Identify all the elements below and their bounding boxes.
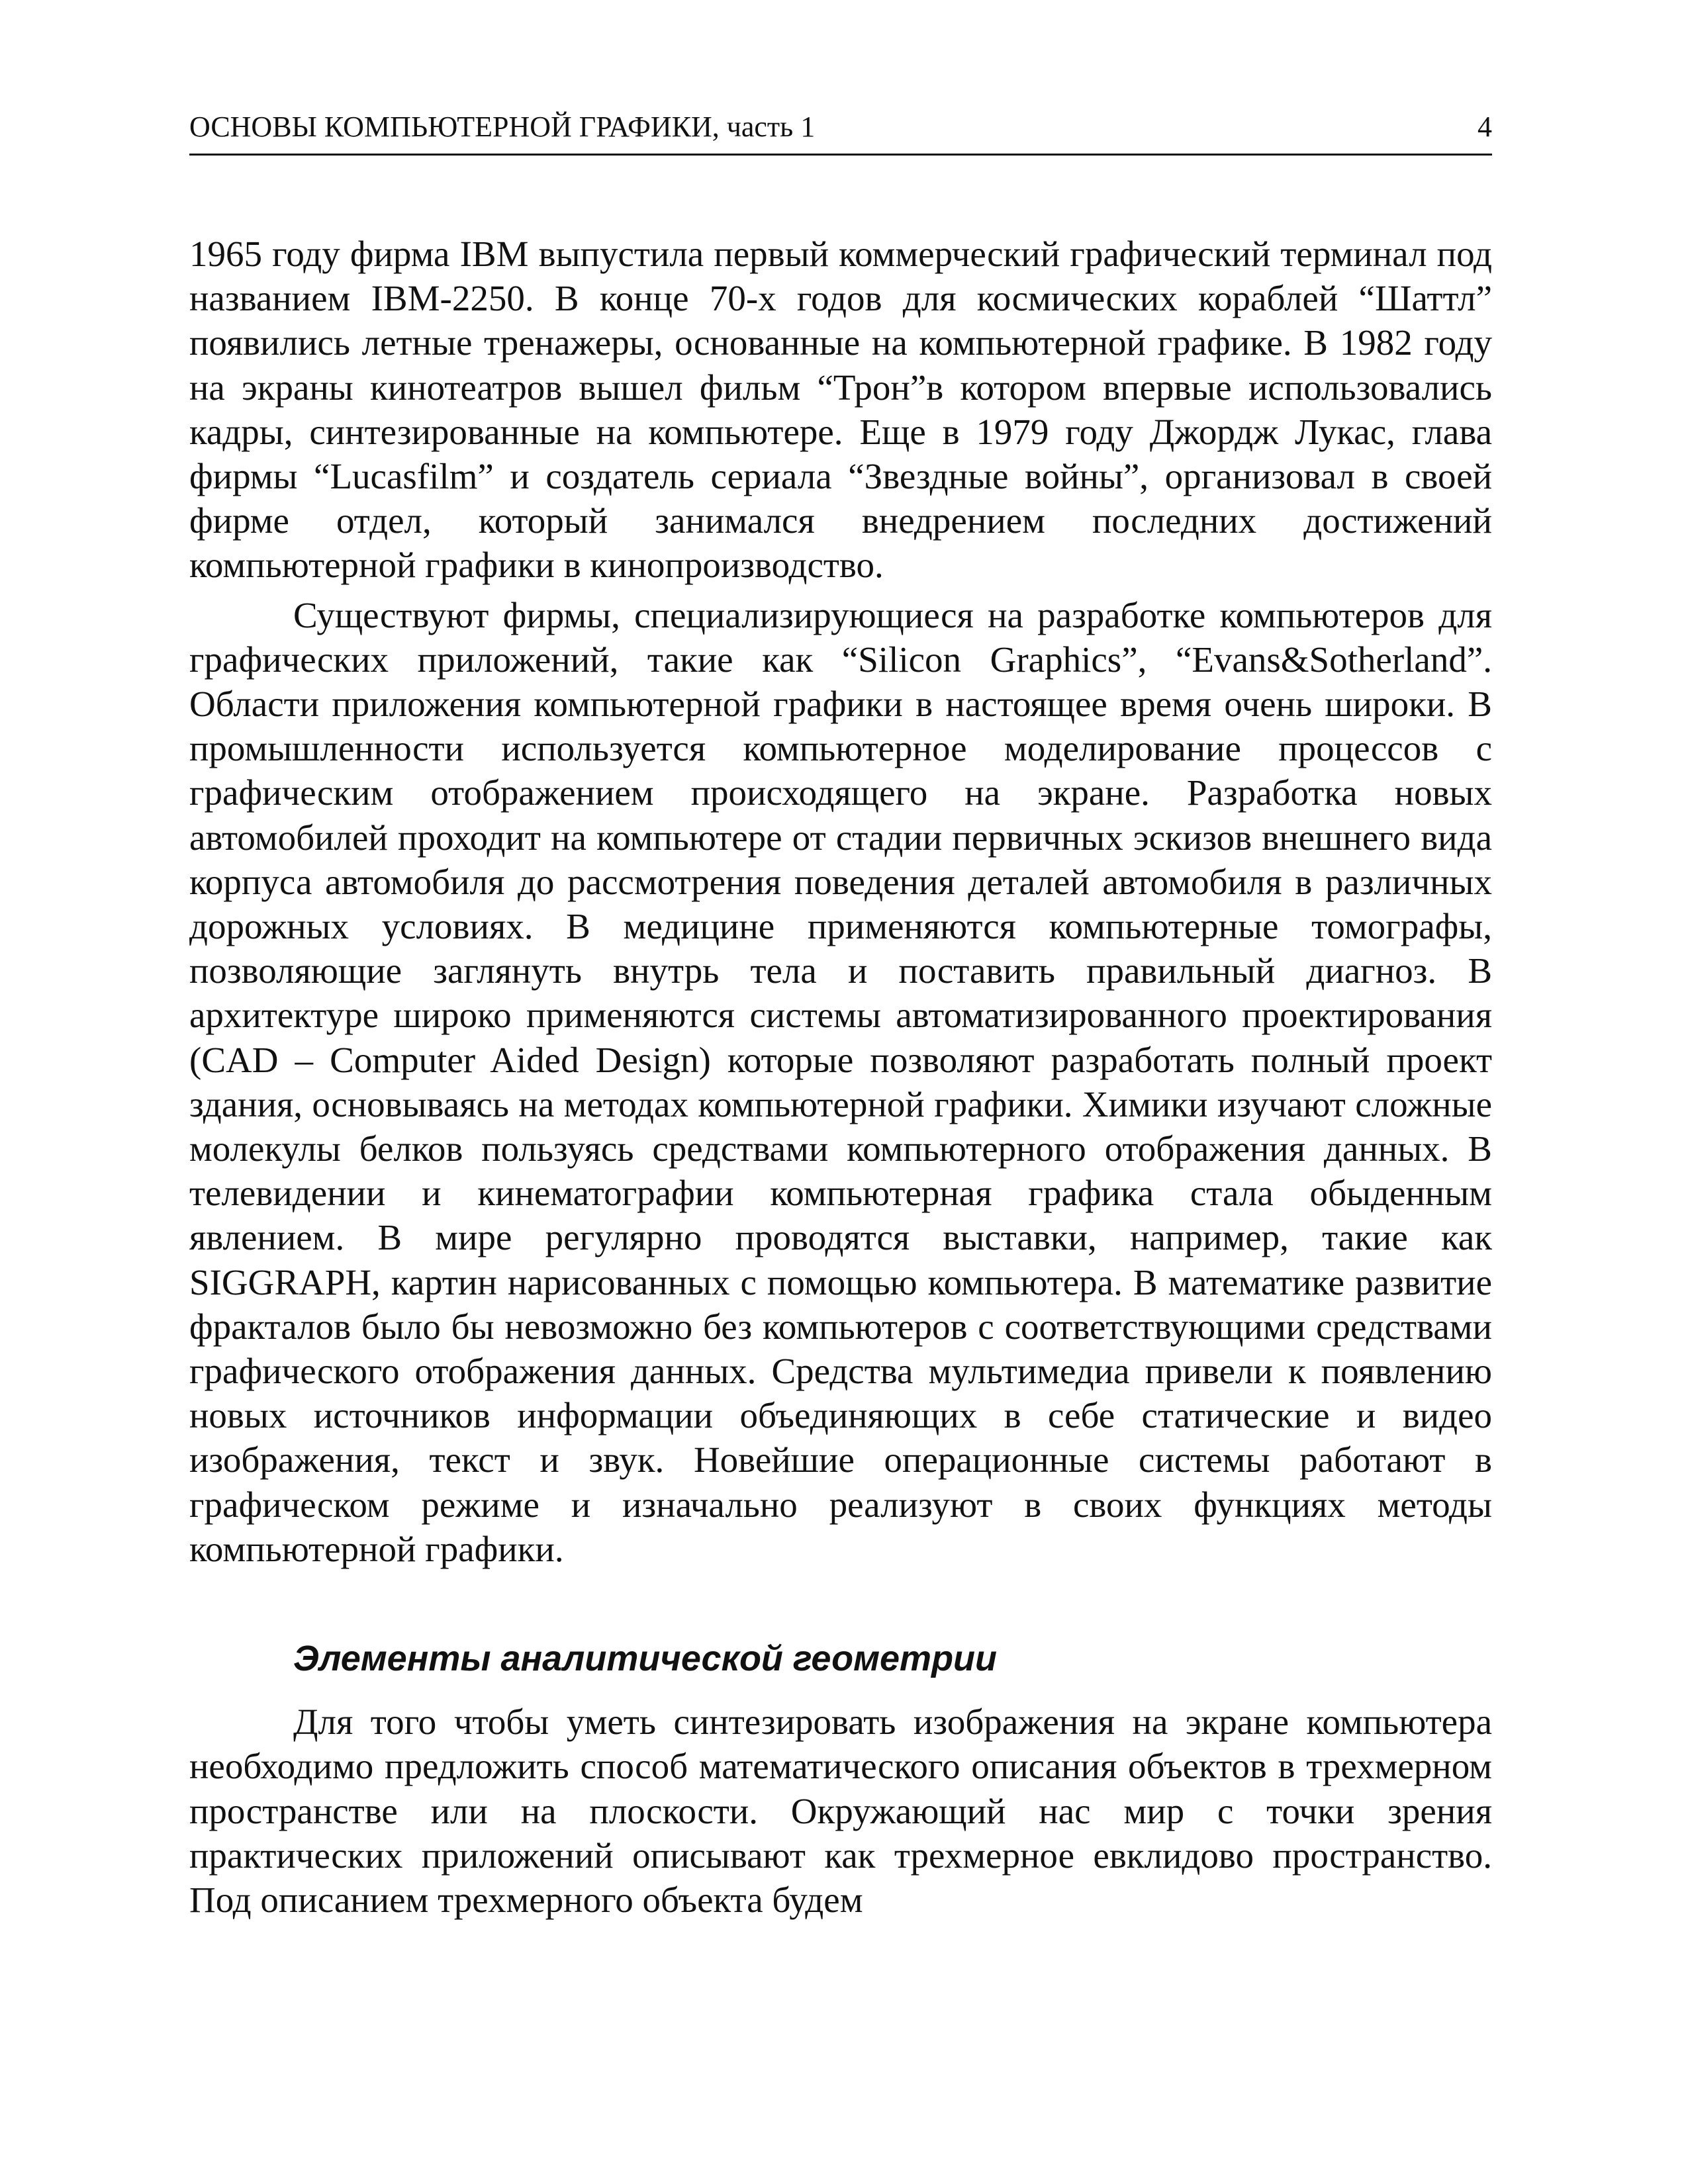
body-text [189,232,1492,1922]
running-title: ОСНОВЫ КОМПЬЮТЕРНОЙ ГРАФИКИ, часть 1 [189,111,816,143]
paragraph-history: 1965 году фирма IBM выпустила первый коммерческий графический терминал под названием IBM-2250. В конце 70-х годов для космических кораблей “Шаттл” появились летные тренажеры, основанные на компьютерной графике. В 1982 году на экраны кинотеатров вышел фильм “Трон”в котором впервые использовались кадры, синтезированные на компьютере. Еще в 1979 году Джордж Лукас, глава фирмы “Lucasfilm” и создатель сериала “Звездные войны”, организовал в своей фирме отдел, который занимался внедрением последних достижений компьютерной графики в кинопроизводство. [189,234,1492,586]
page-number: 4 [1477,111,1492,143]
section-heading: Элементы аналитической геометрии [293,1639,998,1679]
page-header [189,106,1492,156]
paragraph-applications: Существуют фирмы, специализирующиеся на разработке компьютеров для графических приложений, такие как “Silicon Graphics”, “Evans&Sotherland”. Области приложения компьютерной графики в настоящее время очень широки. В промышленности используется компьютерное моделирование процессов с графическим отображением происходящего на экране. Разработка новых автомобилей проходит на компьютере от стадии первичных эскизов внешнего вида корпуса автомобиля до рассмотрения поведения деталей автомобиля в различных дорожных условиях. В медицине применяются компьютерные томографы, позволяющие заглянуть внутрь тела и поставить правильный диагноз. В архитектуре широко применяются системы автоматизированного проектирования (CAD – Computer Aided Design) которые позволяют разработать полный проект здания, основываясь на методах компьютерной графики. Химики изучают сложные молекулы белков пользуясь средствами компьютерного отображения данных. В телевидении и кинематографии компьютерная графика стала обыденным явлением. В мире регулярно проводятся выставки, например, такие как SIGGRAPH, картин нарисованных с помощью компьютера. В математике развитие фракталов было бы невозможно без компьютеров с соответствующими средствами графического отображения данных. Средства мультимедиа привели к появлению новых источников информации объединяющих в себе статические и видео изображения, текст и звук. Новейшие операционные системы работают в графическом режиме и изначально реализуют в своих функциях методы компьютерной графики. [189,594,1492,1569]
paragraph-geometry-intro: Для того чтобы уметь синтезировать изображения на экране компьютера необходимо предложить способ математического описания объектов в трехмерном пространстве или на плоскости. Окружающий нас мир с точки зрения практических приложений описывают как трехмерное евклидово пространство. Под описанием трехмерного объекта будем [189,1702,1492,1920]
